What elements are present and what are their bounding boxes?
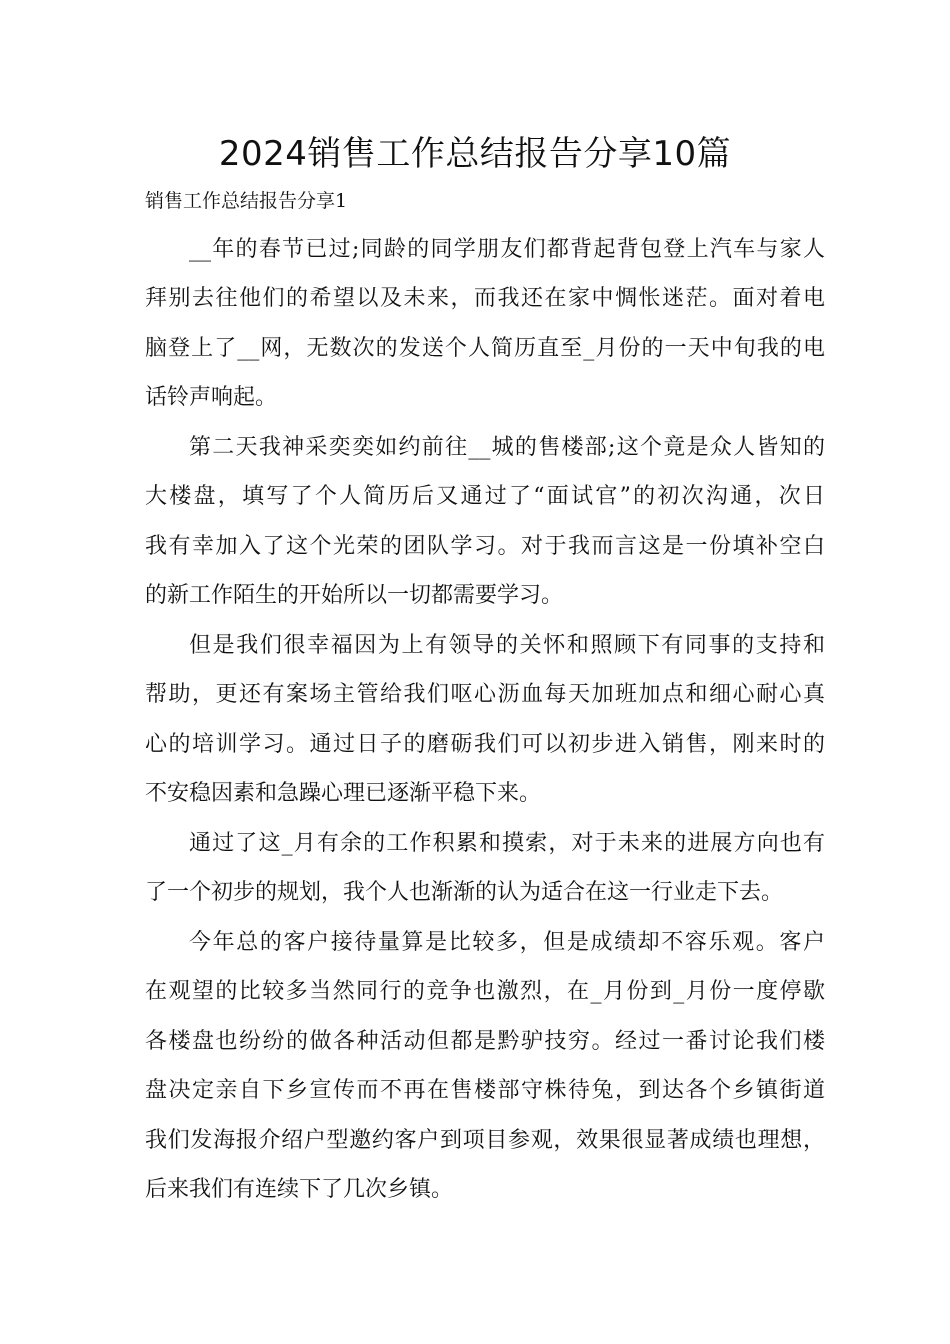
paragraph-4-line-1: 通过了这_月有余的工作积累和摸索，对于未来的进展方向也有 xyxy=(189,831,825,856)
paragraph-2-line-1: 第二天我神采奕奕如约前往__城的售楼部;这个竟是众人皆知的 xyxy=(189,435,825,460)
paragraph-2-line-2: 大楼盘，填写了个人简历后又通过了“面试官”的初次沟通，次日 xyxy=(145,484,825,509)
document-title: 2024销售工作总结报告分享10篇 xyxy=(218,134,732,174)
paragraph-5-line-2: 在观望的比较多当然同行的竞争也激烈，在_月份到_月份一度停歇 xyxy=(145,979,825,1004)
paragraph-5-line-4: 盘决定亲自下乡宣传而不再在售楼部守株待兔，到达各个乡镇街道 xyxy=(145,1078,825,1103)
paragraph-2-line-4: 的新工作陌生的开始所以一切都需要学习。 xyxy=(145,583,564,608)
paragraph-5-line-3: 各楼盘也纷纷的做各种活动但都是黔驴技穷。经过一番讨论我们楼 xyxy=(145,1029,825,1054)
paragraph-3-line-4: 不安稳因素和急躁心理已逐渐平稳下来。 xyxy=(145,781,542,806)
paragraph-5-line-1: 今年总的客户接待量算是比较多，但是成绩却不容乐观。客户 xyxy=(189,930,825,955)
paragraph-3-line-2: 帮助，更还有案场主管给我们呕心沥血每天加班加点和细心耐心真 xyxy=(145,682,825,707)
paragraph-5-line-6: 后来我们有连续下了几次乡镇。 xyxy=(145,1177,454,1202)
paragraph-5-line-5: 我们发海报介绍户型邀约客户到项目参观，效果很显著成绩也理想， xyxy=(145,1128,825,1153)
paragraph-3-line-3: 心的培训学习。通过日子的磨砺我们可以初步进入销售，刚来时的 xyxy=(145,732,825,757)
section-heading: 销售工作总结报告分享1 xyxy=(145,190,348,212)
paragraph-3-line-1: 但是我们很幸福因为上有领导的关怀和照顾下有同事的支持和 xyxy=(189,633,825,658)
paragraph-1-line-4: 话铃声响起。 xyxy=(145,385,278,410)
paragraph-4-line-2: 了一个初步的规划，我个人也渐渐的认为适合在这一行业走下去。 xyxy=(145,880,784,905)
paragraph-1-line-2: 拜别去往他们的希望以及未来，而我还在家中惆怅迷茫。面对着电 xyxy=(145,286,825,311)
paragraph-1-line-1: __年的春节已过;同龄的同学朋友们都背起背包登上汽车与家人 xyxy=(189,237,825,262)
paragraph-2-line-3: 我有幸加入了这个光荣的团队学习。对于我而言这是一份填补空白 xyxy=(145,534,825,559)
paragraph-1-line-3: 脑登上了__网，无数次的发送个人简历直至_月份的一天中旬我的电 xyxy=(145,336,825,361)
